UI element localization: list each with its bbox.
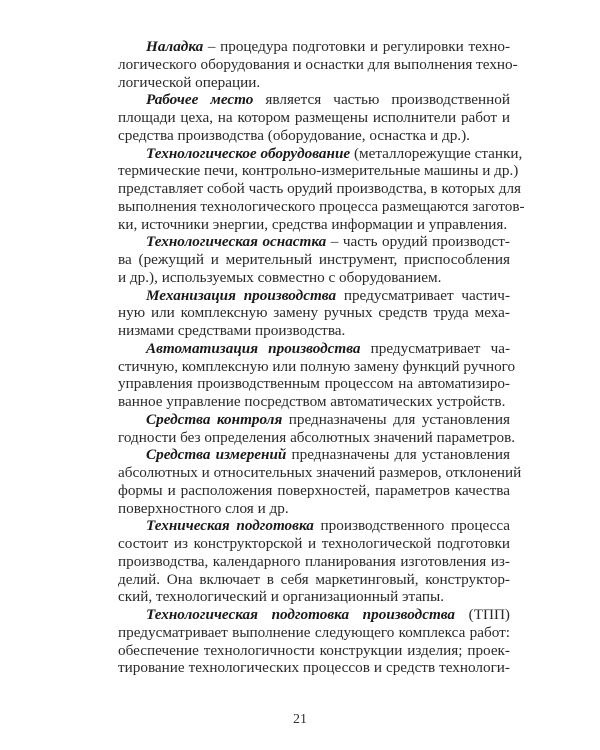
line-text: поверхностного слоя и др. xyxy=(118,499,289,517)
line-text: площади цеха, на котором размещены исполнители работ и xyxy=(118,109,510,126)
defined-term: Технологическая подготовка производства xyxy=(146,606,456,623)
line-text: предусматривает ча- xyxy=(360,339,511,357)
text-line xyxy=(118,606,510,624)
line-text: стичную, комплексную или полную замену функций ручного xyxy=(118,357,516,375)
paragraph xyxy=(118,233,510,286)
line-text: – процедура подготовки и регулировки техно- xyxy=(203,38,510,55)
text-line xyxy=(118,428,516,447)
line-text: логической операции. xyxy=(118,73,261,91)
text-line xyxy=(118,340,510,358)
line-text: низмами средствами производства. xyxy=(118,322,346,339)
defined-term: Механизация производства xyxy=(146,286,337,304)
line-text: ванное управление посредством автоматических устройств. xyxy=(118,393,506,410)
paragraph xyxy=(118,144,525,234)
line-text: обеспечение технологичности конструкции изделия; проек- xyxy=(118,641,510,659)
text-line xyxy=(118,127,510,145)
text-line xyxy=(118,197,525,216)
line-text: ский, технологический и организационный этапы. xyxy=(118,588,445,606)
line-text: производства, календарного планирования изготовления из- xyxy=(118,552,510,570)
paragraph xyxy=(118,446,522,517)
paragraph xyxy=(118,38,518,91)
text-line xyxy=(118,446,510,464)
text-line xyxy=(118,659,510,677)
defined-term: Автоматизация производства xyxy=(146,339,361,357)
line-text: представляет собой часть орудий производства, в которых для xyxy=(118,180,522,197)
text-line xyxy=(118,500,510,518)
line-text: предусматривает частич- xyxy=(336,286,510,304)
line-text: средства производства (оборудование, оснастка и др.). xyxy=(118,126,470,144)
defined-term: Технологическое оборудование xyxy=(146,144,351,162)
paragraph xyxy=(118,606,510,677)
line-text: предназначены для установления xyxy=(286,446,510,464)
paragraph xyxy=(118,410,516,447)
paragraph xyxy=(118,287,510,340)
defined-term: Технологическая оснастка xyxy=(146,233,327,251)
text-line xyxy=(118,357,516,376)
line-text: ки, источники энергии, средства информации и управления. xyxy=(118,215,508,233)
paragraph xyxy=(118,91,510,144)
line-text: годности без определения абсолютных значений параметров. xyxy=(118,428,516,446)
text-line xyxy=(118,180,522,198)
text-line xyxy=(118,74,510,92)
text-line xyxy=(118,233,510,251)
paragraph xyxy=(118,517,510,606)
line-text: является частью производственной xyxy=(253,91,510,109)
text-line xyxy=(118,55,518,74)
line-text: логического оборудования и оснастки для выполнения техно- xyxy=(118,55,518,73)
text-line xyxy=(118,91,510,109)
line-text: формы и расположения поверхностей, параметров качества xyxy=(118,481,510,499)
line-text: ва (режущий и мерительный инструмент, приспособления xyxy=(118,251,510,268)
text-line xyxy=(118,393,510,411)
line-text: ную или комплексную замену ручных средств труда меха- xyxy=(118,304,510,322)
text-line xyxy=(118,517,510,535)
line-text: абсолютных и относительных значений размеров, отклонений xyxy=(118,464,522,481)
text-line xyxy=(118,588,510,606)
text-line xyxy=(118,38,510,56)
defined-term: Средства измерений xyxy=(146,446,287,464)
text-line xyxy=(118,375,510,393)
text-line xyxy=(118,464,522,482)
defined-term: Техническая подготовка xyxy=(146,517,314,535)
text-line xyxy=(118,322,510,340)
defined-term: Наладка xyxy=(146,38,204,55)
text-line xyxy=(118,482,510,500)
page-number: 21 xyxy=(293,712,307,727)
document-body xyxy=(118,38,525,677)
line-text: состоит из конструкторской и технологической подготовки xyxy=(118,535,510,552)
text-line xyxy=(118,287,510,305)
text-line xyxy=(118,553,510,571)
text-line xyxy=(118,269,510,287)
paragraph xyxy=(118,339,516,411)
text-line xyxy=(118,571,510,589)
text-line xyxy=(118,624,510,642)
text-line xyxy=(118,411,510,429)
text-line xyxy=(118,535,510,553)
defined-term: Рабочее место xyxy=(146,91,254,109)
line-text: тирование технологических процессов и средств технологи- xyxy=(118,659,510,677)
text-line xyxy=(118,216,510,234)
line-text: предусматривает выполнение следующего комплекса работ: xyxy=(118,623,510,641)
text-line xyxy=(118,304,510,322)
line-text: производственного процесса xyxy=(313,517,510,535)
text-line xyxy=(118,162,519,180)
line-text: предназначены для установления xyxy=(282,410,510,428)
line-text: выполнения технологического процесса размещаются заготов- xyxy=(118,197,525,215)
line-text: делий. Она включает в себя маркетинговый, конструктор- xyxy=(118,570,510,588)
line-text: термические печи, контрольно-измерительные машины и др.) xyxy=(118,162,519,180)
line-text: – часть орудий производст- xyxy=(326,233,510,251)
text-line xyxy=(118,251,510,269)
line-text: (ТПП) xyxy=(455,606,510,623)
text-line xyxy=(118,642,510,660)
text-line xyxy=(118,144,523,163)
text-line xyxy=(118,109,510,127)
line-text: и др.), используемых совместно с оборудованием. xyxy=(118,268,442,286)
line-text: управления производственным процессом на автоматизиро- xyxy=(118,375,510,393)
line-text: (металлорежущие станки, xyxy=(350,144,523,162)
defined-term: Средства контроля xyxy=(146,410,283,428)
